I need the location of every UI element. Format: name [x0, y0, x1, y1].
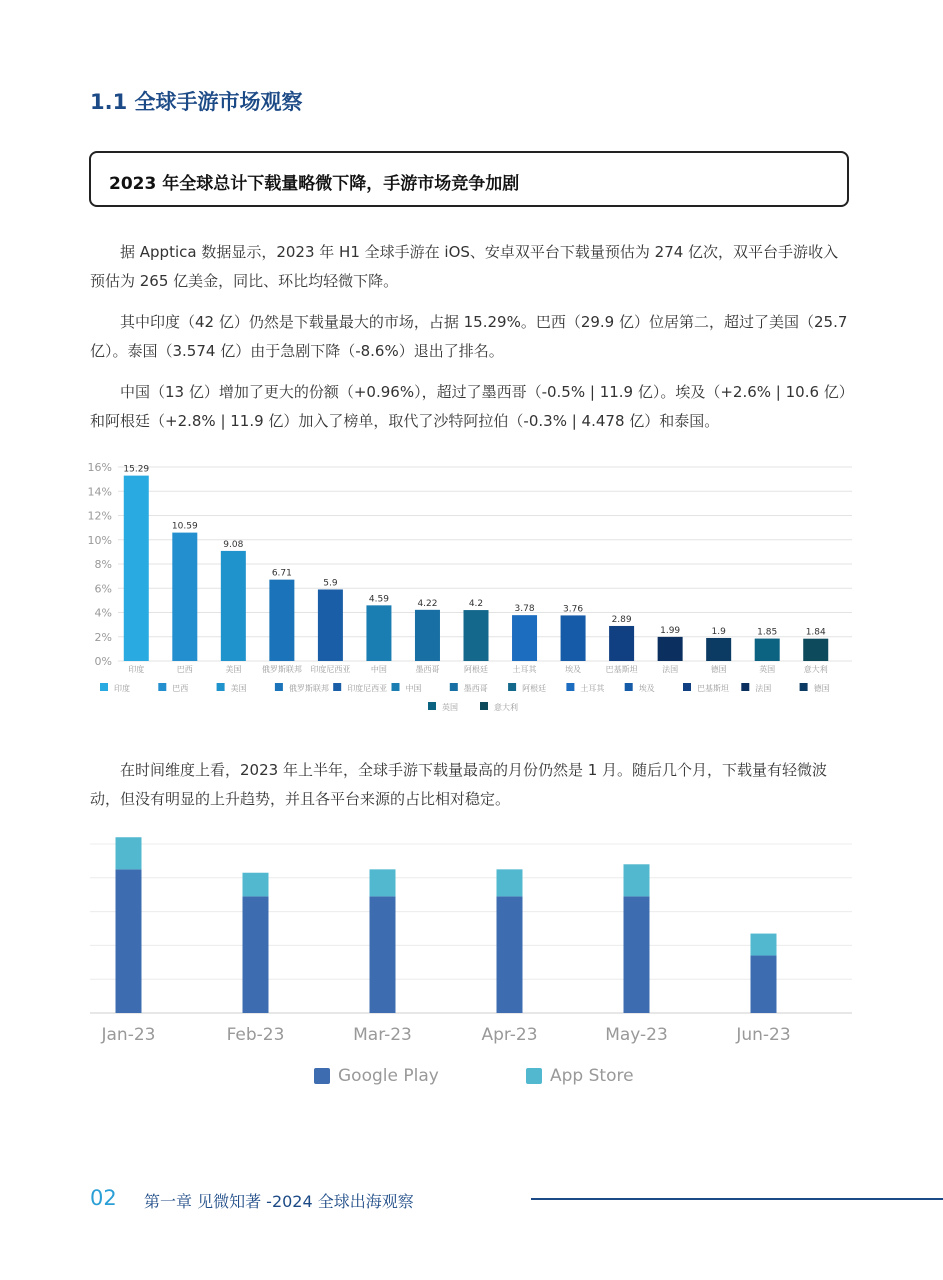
section-title: 1.1 全球手游市场观察 — [90, 90, 303, 114]
data-label: 9.08 — [223, 539, 244, 550]
legend-label: 英国 — [442, 703, 458, 712]
legend-swatch — [480, 702, 488, 710]
bar — [755, 639, 780, 661]
legend-swatch — [314, 1068, 330, 1084]
x-tick-label: 阿根廷 — [464, 665, 488, 674]
legend-swatch — [526, 1068, 542, 1084]
legend-label: Google Play — [338, 1066, 439, 1086]
y-tick-label: 2% — [94, 630, 112, 644]
x-tick-label: Mar-23 — [353, 1025, 412, 1045]
paragraph-2: 其中印度（42 亿）仍然是下载量最大的市场，占据 15.29%。巴西（29.9 亿）位居第二，超过了美国（25.7 亿）。泰国（3.574 亿）由于急剧下降（-8.6%）退出了排名。 — [90, 313, 848, 360]
bar-segment — [116, 869, 142, 1013]
data-label: 1.85 — [757, 627, 778, 638]
y-tick-label: 8% — [94, 558, 112, 571]
y-tick-label: 16% — [87, 461, 112, 474]
bar-segment — [370, 896, 396, 1013]
data-label: 5.9 — [323, 578, 338, 589]
bar-segment — [370, 869, 396, 896]
x-tick-label: 土耳其 — [512, 665, 537, 674]
y-tick-label: 0% — [94, 655, 112, 668]
legend-swatch — [800, 683, 808, 691]
bar-segment — [497, 896, 523, 1013]
bar — [269, 580, 294, 661]
legend-swatch — [741, 683, 749, 691]
bar — [512, 615, 537, 661]
legend-label: 印度 — [114, 684, 130, 693]
legend-label: 阿根廷 — [522, 684, 547, 693]
x-tick-label: 德国 — [710, 665, 727, 674]
legend-label: 印度尼西亚 — [347, 684, 388, 693]
legend-swatch — [100, 683, 108, 691]
x-tick-label: 意大利 — [803, 665, 828, 674]
x-tick-label: 巴西 — [176, 665, 193, 674]
bar-segment — [751, 934, 777, 956]
data-label: 3.76 — [563, 604, 584, 615]
legend-label: 巴基斯坦 — [697, 684, 729, 693]
legend-swatch — [625, 683, 633, 691]
y-tick-label: 4% — [94, 606, 112, 620]
callout-text: 2023 年全球总计下载量略微下降，手游市场竞争加剧 — [109, 174, 520, 194]
data-label: 6.71 — [271, 568, 292, 579]
bar-segment — [497, 869, 523, 896]
bar — [803, 639, 828, 661]
legend-swatch — [428, 702, 436, 710]
country-share-bar-chart — [0, 455, 943, 720]
data-label: 3.78 — [514, 604, 535, 615]
legend-label: 巴西 — [172, 684, 189, 693]
legend-label: 埃及 — [638, 684, 655, 693]
page-number: 02 — [90, 1186, 117, 1210]
bar-segment — [243, 873, 269, 897]
legend-swatch — [275, 683, 283, 691]
monthly-download-stacked-chart — [0, 830, 943, 1095]
paragraph-3: 中国（13 亿）增加了更大的份额（+0.96%），超过了墨西哥（-0.5% | 11.9 亿）。埃及（+2.6% | 10.6 亿）和阿根廷（+2.8% | 11.9 亿）加入了榜单，取代了沙特阿拉伯（-0.3% | 4.478 亿）和泰国。 — [90, 383, 847, 430]
bar-segment — [116, 837, 142, 869]
y-tick-label: 10% — [87, 533, 112, 547]
x-tick-label: 埃及 — [565, 665, 582, 674]
bar — [464, 610, 489, 661]
x-tick-label: 中国 — [370, 665, 387, 674]
bar — [415, 610, 440, 661]
paragraph-4: 在时间维度上看，2023 年上半年，全球手游下载量最高的月份仍然是 1 月。随后几个月，下载量有轻微波动，但没有明显的上升趋势，并且各平台来源的占比相对稳定。 — [90, 761, 828, 808]
bar — [609, 626, 634, 661]
data-label: 1.9 — [711, 626, 726, 637]
bar — [366, 605, 391, 661]
legend-label: 俄罗斯联邦 — [288, 684, 329, 693]
footer-divider — [531, 1198, 943, 1200]
data-label: 1.84 — [805, 627, 826, 638]
data-label: 2.89 — [611, 614, 632, 625]
data-label: 10.59 — [171, 521, 198, 532]
bar — [172, 533, 197, 661]
y-tick-label: 12% — [87, 509, 112, 523]
bar — [561, 615, 586, 661]
legend-swatch — [392, 683, 400, 691]
x-tick-label: Jun-23 — [736, 1025, 791, 1045]
bar — [706, 638, 731, 661]
data-label: 4.2 — [468, 599, 484, 610]
legend-label: 中国 — [405, 684, 422, 693]
x-tick-label: 英国 — [759, 665, 776, 674]
legend-swatch — [683, 683, 691, 691]
callout-box — [89, 151, 849, 207]
legend-label: 法国 — [755, 684, 772, 693]
legend-swatch — [158, 683, 166, 691]
x-tick-label: 墨西哥 — [415, 665, 440, 674]
legend-label: 德国 — [813, 684, 830, 693]
bar-segment — [751, 956, 777, 1013]
y-tick-label: 6% — [94, 582, 112, 596]
bar-segment — [624, 896, 650, 1013]
legend-label: 墨西哥 — [463, 684, 488, 693]
bar — [318, 589, 343, 661]
y-tick-label: 14% — [87, 485, 112, 499]
legend-swatch — [566, 683, 574, 691]
data-label: 4.59 — [368, 594, 389, 605]
bar-segment — [243, 896, 269, 1013]
data-label: 1.99 — [660, 625, 681, 636]
x-tick-label: 印度 — [128, 665, 145, 674]
x-tick-label: 印度尼西亚 — [310, 665, 351, 674]
legend-swatch — [450, 683, 458, 691]
paragraph-1: 据 Apptica 数据显示，2023 年 H1 全球手游在 iOS、安卓双平台下载量预估为 274 亿次，双平台手游收入预估为 265 亿美金，同比、环比均轻微下降。 — [90, 243, 839, 290]
bar-segment — [624, 864, 650, 896]
legend-label: 意大利 — [494, 703, 518, 712]
legend-label: 美国 — [230, 684, 247, 693]
x-tick-label: May-23 — [605, 1025, 668, 1045]
legend-swatch — [217, 683, 225, 691]
x-tick-label: 美国 — [225, 665, 242, 674]
legend-swatch — [333, 683, 341, 691]
bar — [124, 476, 149, 661]
x-tick-label: Jan-23 — [101, 1025, 156, 1045]
legend-label: App Store — [550, 1066, 634, 1086]
chapter-title: 第一章 见微知著 -2024 全球出海观察 — [144, 1192, 414, 1211]
x-tick-label: Apr-23 — [481, 1025, 538, 1045]
bar — [221, 551, 246, 661]
x-tick-label: 法国 — [662, 665, 679, 674]
data-label: 15.29 — [123, 464, 150, 475]
bar — [658, 637, 683, 661]
legend-swatch — [508, 683, 516, 691]
x-tick-label: 俄罗斯联邦 — [261, 665, 302, 674]
data-label: 4.22 — [417, 598, 438, 609]
x-tick-label: Feb-23 — [226, 1025, 285, 1045]
x-tick-label: 巴基斯坦 — [605, 665, 638, 674]
legend-label: 土耳其 — [580, 684, 605, 693]
